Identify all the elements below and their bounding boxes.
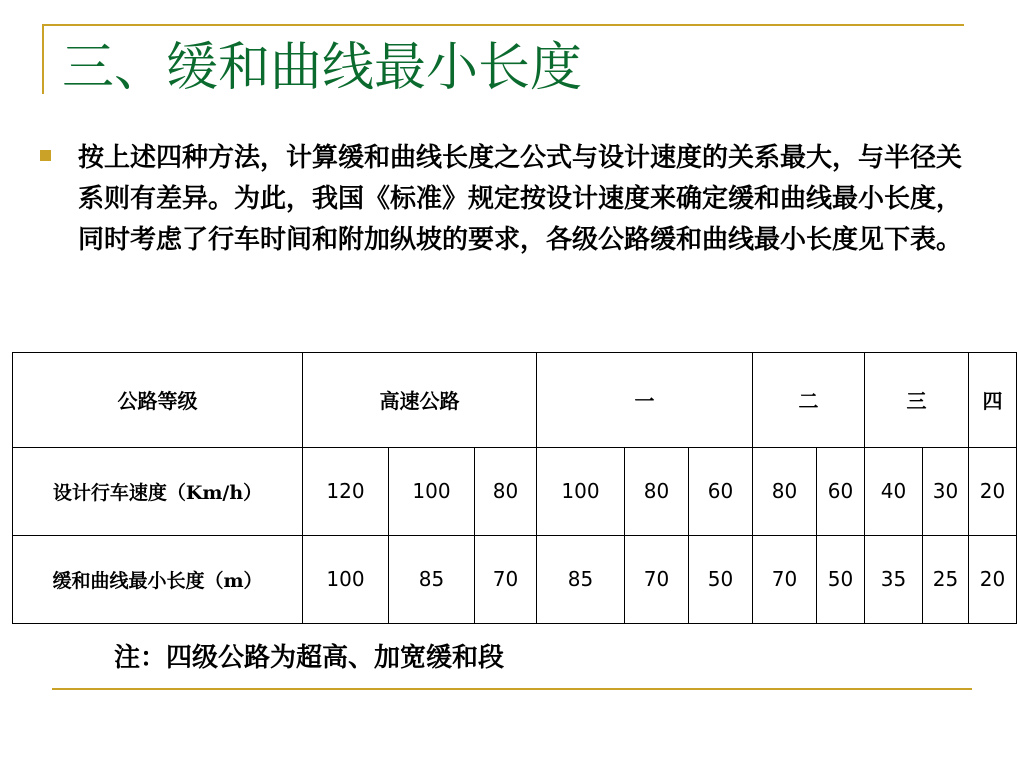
speed-cell: 60 [817,447,865,535]
speed-cell: 60 [689,447,753,535]
length-cell: 50 [689,535,753,623]
row-label-speed: 设计行车速度（Km/h） [13,447,303,535]
header-cell-expressway: 高速公路 [303,353,537,448]
length-cell: 50 [817,535,865,623]
speed-cell: 100 [537,447,625,535]
row-label-min-length: 缓和曲线最小长度（m） [13,535,303,623]
table-row-min-length [13,535,1017,623]
speed-cell: 80 [753,447,817,535]
length-cell: 25 [923,535,969,623]
length-cell: 85 [537,535,625,623]
length-cell: 70 [625,535,689,623]
length-cell: 35 [865,535,923,623]
top-divider [42,24,964,26]
min-transition-length-table [12,352,1017,624]
speed-cell: 30 [923,447,969,535]
left-accent-bar [42,24,44,94]
speed-cell: 40 [865,447,923,535]
header-cell-grade-label: 公路等级 [13,353,303,448]
slide-title: 三、缓和曲线最小长度 [62,38,583,98]
header-cell-grade-1: 一 [537,353,753,448]
square-bullet-icon [40,150,51,161]
length-cell: 100 [303,535,389,623]
bullet-text: 按上述四种方法，计算缓和曲线长度之公式与设计速度的关系最大，与半径关系则有差异。为此，我国《标准》规定按设计速度来确定缓和曲线最小长度，同时考虑了行车时间和附加纵坡的要求，各级公路缓和曲线最小长度见下表。 [78,143,963,255]
table-row-grade [13,353,1017,448]
header-cell-grade-4: 四 [969,353,1017,448]
length-cell: 20 [969,535,1017,623]
table-note: 注：四级公路为超高、加宽缓和段 [114,643,505,673]
speed-cell: 80 [475,447,537,535]
length-cell: 70 [475,535,537,623]
length-cell: 70 [753,535,817,623]
header-cell-grade-2: 二 [753,353,865,448]
speed-cell: 80 [625,447,689,535]
length-cell: 85 [389,535,475,623]
speed-cell: 20 [969,447,1017,535]
speed-cell: 120 [303,447,389,535]
table-row-speed [13,447,1017,535]
bottom-divider [52,688,972,690]
header-cell-grade-3: 三 [865,353,969,448]
bullet-paragraph [40,138,980,261]
speed-cell: 100 [389,447,475,535]
